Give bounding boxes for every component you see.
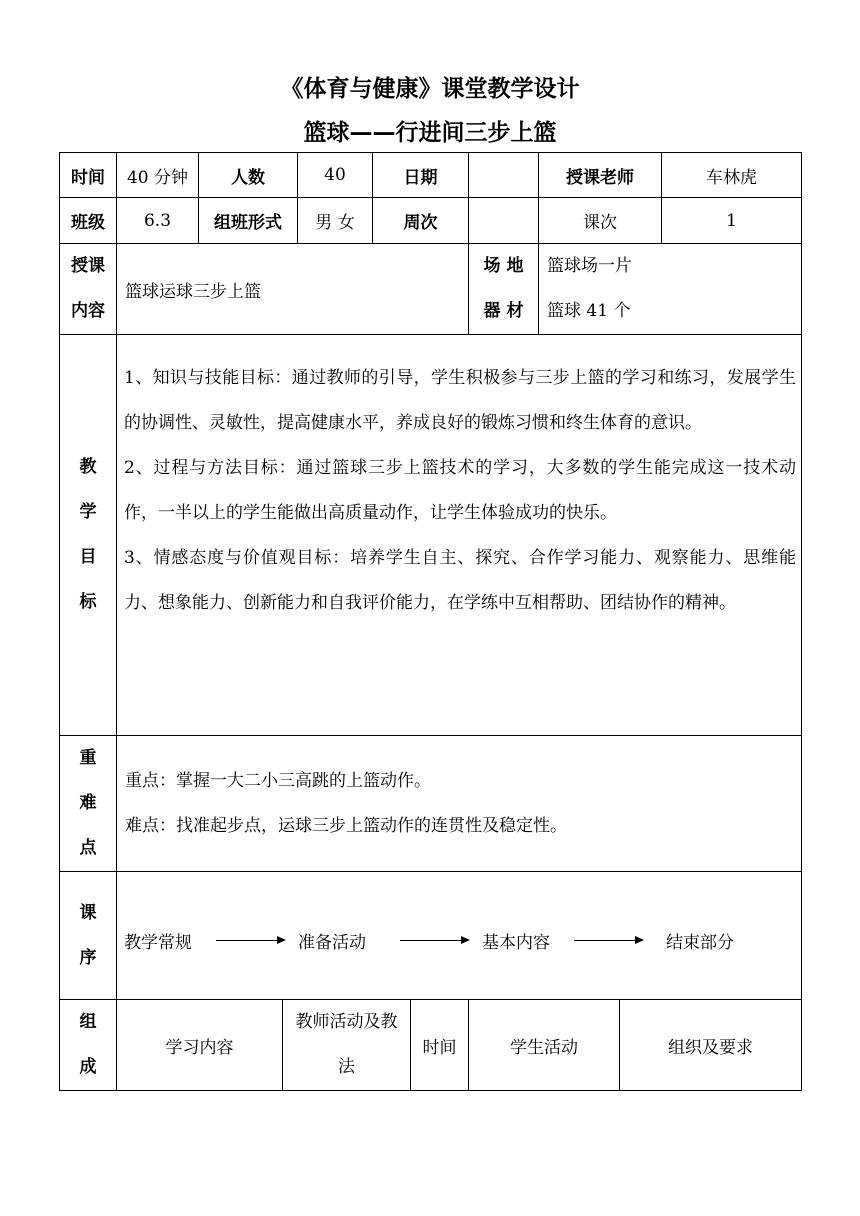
sequence-step: 结束部分 xyxy=(666,932,734,953)
page-title: 《体育与健康》课堂教学设计 xyxy=(280,76,580,102)
time-label: 时间 xyxy=(59,152,117,198)
venue-label: 场 地 xyxy=(483,256,524,276)
week-label: 周次 xyxy=(372,197,469,244)
goals-label-char: 目 xyxy=(79,547,97,567)
arrow-right-icon xyxy=(400,940,468,941)
venue-equipment-value xyxy=(538,243,802,335)
goals-text xyxy=(116,334,802,736)
lesson-value: 1 xyxy=(661,197,802,244)
goals-label-char: 教 xyxy=(79,457,97,477)
venue-equipment-label xyxy=(468,243,539,335)
column-header: 学生活动 xyxy=(468,999,620,1091)
arrow-right-icon xyxy=(216,940,284,941)
date-label: 日期 xyxy=(372,152,469,198)
column-header: 学习内容 xyxy=(116,999,283,1091)
week-value xyxy=(468,197,539,244)
count-value: 40 xyxy=(297,152,373,198)
goals-label-char: 学 xyxy=(79,502,97,522)
composition-label-char: 成 xyxy=(79,1057,97,1077)
sequence-label-char: 课 xyxy=(79,902,97,923)
count-label: 人数 xyxy=(198,152,298,198)
sequence-step: 基本内容 xyxy=(482,932,550,953)
content-label xyxy=(59,243,117,335)
composition-label xyxy=(59,999,117,1091)
arrow-right-icon xyxy=(574,940,642,941)
class-value: 6.3 xyxy=(116,197,199,244)
column-header: 教师活动及教法 xyxy=(282,999,411,1091)
sequence-label xyxy=(59,871,117,1000)
goals-label-char: 标 xyxy=(79,592,97,612)
goal-item: 3、情感态度与价值观目标：培养学生自主、探究、合作学习能力、观察能力、思维能力、想象能力、创新能力和自我评价能力，在学练中互相帮助、团结协作的精神。 xyxy=(124,548,796,613)
form-label: 组班形式 xyxy=(198,197,298,244)
teacher-value: 车林虎 xyxy=(661,152,802,198)
column-header: 时间 xyxy=(410,999,469,1091)
focus-label-char: 点 xyxy=(79,838,97,858)
difficult-point: 难点：找准起步点，运球三步上篮动作的连贯性及稳定性。 xyxy=(125,815,567,836)
sequence-label-char: 序 xyxy=(79,947,97,968)
content-label-line: 授课 xyxy=(71,256,105,276)
page-subtitle: 篮球——行进间三步上篮 xyxy=(303,120,557,146)
focus-label xyxy=(59,735,117,872)
equipment-value: 篮球 41 个 xyxy=(547,301,631,321)
venue-value: 篮球场一片 xyxy=(547,256,632,276)
focus-label-char: 重 xyxy=(79,748,97,768)
content-value: 篮球运球三步上篮 xyxy=(116,243,469,335)
class-label: 班级 xyxy=(59,197,117,244)
teacher-label: 授课老师 xyxy=(538,152,662,198)
time-value: 40 分钟 xyxy=(116,152,199,198)
key-point: 重点：掌握一大二小三高跳的上篮动作。 xyxy=(125,770,431,791)
form-value: 男 女 xyxy=(297,197,373,244)
equipment-label: 器 材 xyxy=(483,301,524,321)
lesson-label: 课次 xyxy=(538,197,662,244)
goal-item: 2、过程与方法目标：通过篮球三步上篮技术的学习，大多数的学生能完成这一技术动作，一半以上的学生能做出高质量动作，让学生体验成功的快乐。 xyxy=(124,458,796,523)
focus-content xyxy=(116,735,802,872)
composition-label-char: 组 xyxy=(79,1012,97,1032)
date-value xyxy=(468,152,539,198)
content-label-line: 内容 xyxy=(71,301,105,321)
focus-label-char: 难 xyxy=(79,793,97,813)
sequence-step: 准备活动 xyxy=(298,932,366,953)
sequence-step: 教学常规 xyxy=(124,932,192,953)
goals-label xyxy=(59,334,117,736)
sequence-flow xyxy=(124,928,734,952)
goal-item: 1、知识与技能目标：通过教师的引导，学生积极参与三步上篮的学习和练习，发展学生的协调性、灵敏性，提高健康水平，养成良好的锻炼习惯和终生体育的意识。 xyxy=(124,368,796,433)
column-header: 组织及要求 xyxy=(619,999,802,1091)
